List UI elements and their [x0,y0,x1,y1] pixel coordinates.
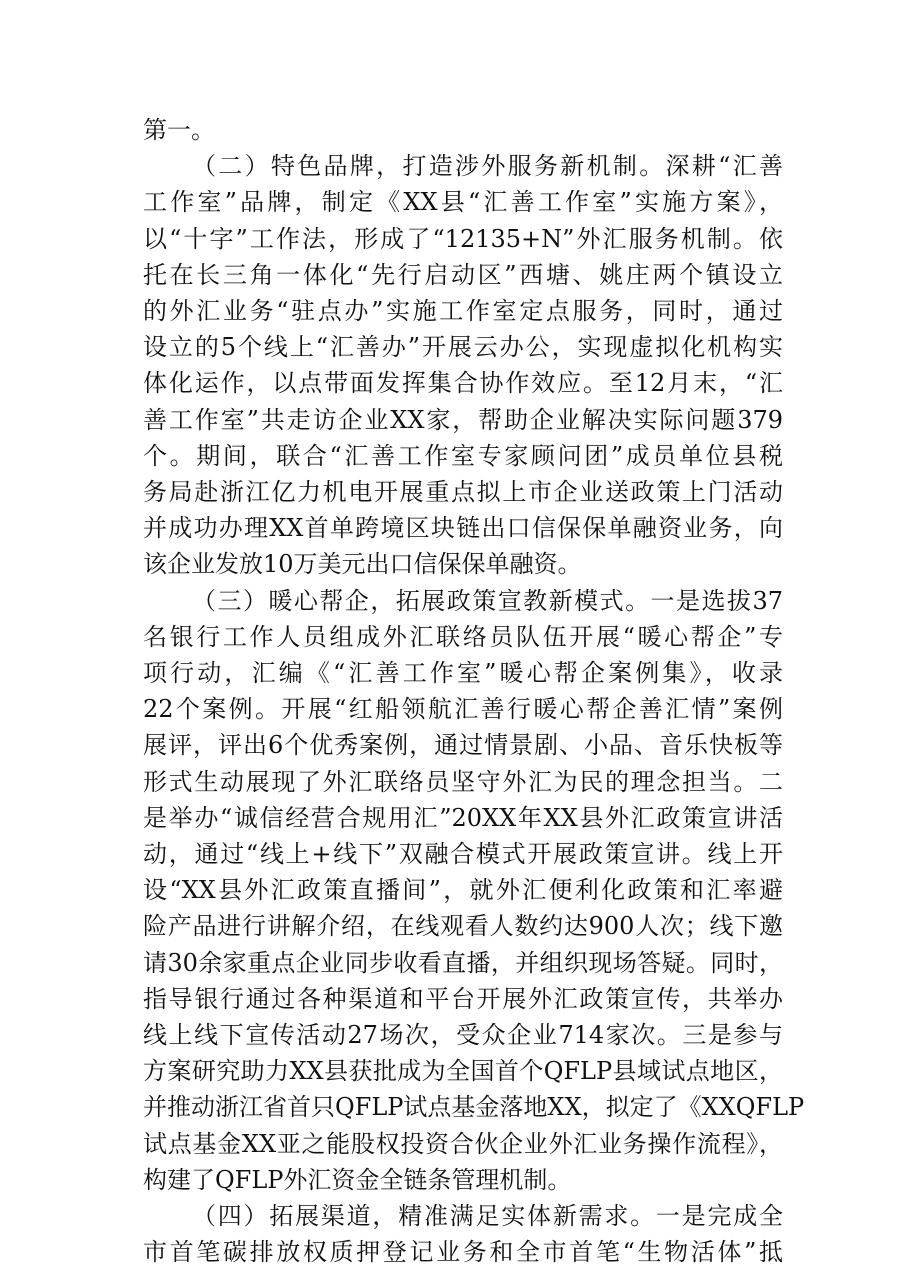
text-line: 名银行工作人员组成外汇联络员队伍开展“暖心帮企”专 [143,622,783,651]
text-line: 项行动，汇编《“汇善工作室”暖心帮企案例集》，收录 [143,659,783,687]
text-line: 险产品进行讲解介绍，在线观看人数约达900人次；线下邀 [143,912,783,941]
text-line: 设立的5个线上“汇善办”开展云办公，实现虚拟化机构实 [143,333,783,362]
text-line: 展评，评出6个优秀案例，通过情景剧、小品、音乐快板等 [143,731,783,760]
text-line: 市首笔碳排放权质押登记业务和全市首笔“生物活体”抵 [143,1238,783,1267]
text-line: 22个案例。开展“红船领航汇善行暖心帮企善汇情”案例 [143,695,783,724]
text-line: 工作室”品牌，制定《XX县“汇善工作室”实施方案》， [143,188,783,217]
text-line: 并推动浙江省首只QFLP试点基金落地XX，拟定了《XXQFLP [143,1093,805,1122]
text-line: 指导银行通过各种渠道和平台开展外汇政策宣传，共举办 [143,984,783,1013]
text-line: 动，通过“线上+线下”双融合模式开展政策宣讲。线上开 [143,840,783,868]
text-line: 形式生动展现了外汇联络员坚守外汇为民的理念担当。二 [143,767,783,796]
text-line: 第一。 [143,116,215,144]
text-line: （二）特色品牌，打造涉外服务新机制。深耕“汇善 [192,152,783,181]
text-line: 设“XX县外汇政策直播间”，就外汇便利化政策和汇率避 [143,876,783,905]
text-line: 善工作室”共走访企业XX家，帮助企业解决实际问题379 [143,405,783,434]
text-line: 方案研究助力XX县获批成为全国首个QFLP县域试点地区， [143,1057,783,1086]
text-line: 线上线下宣传活动27场次，受众企业714家次。三是参与 [143,1021,783,1049]
text-line: 构建了QFLP外汇资金全链条管理机制。 [143,1165,572,1194]
text-line: （三）暖心帮企，拓展政策宣教新模式。一是选拔37 [192,586,783,615]
text-line: 请30余家重点企业同步收看直播，并组织现场答疑。同时， [143,948,783,977]
text-line: 托在长三角一体化“先行启动区”西塘、姚庄两个镇设立 [143,260,783,289]
text-line: 体化运作，以点带面发挥集合协作效应。至12月末，“汇 [143,369,783,398]
text-line: 试点基金XX亚之能股权投资合伙企业外汇业务操作流程》， [143,1129,783,1158]
text-line: 的外汇业务“驻点办”实施工作室定点服务，同时，通过 [143,297,783,325]
text-line: 务局赴浙江亿力机电开展重点拟上市企业送政策上门活动 [143,478,783,506]
text-line: 是举办“诚信经营合规用汇”20XX年XX县外汇政策宣讲活 [143,803,783,832]
text-line: 以“十字”工作法，形成了“12135+N”外汇服务机制。依 [143,224,783,253]
text-line: （四）拓展渠道，精准满足实体新需求。一是完成全 [192,1202,783,1230]
text-line: 个。期间，联合“汇善工作室专家顾问团”成员单位县税 [143,441,783,470]
text-line: 并成功办理XX首单跨境区块链出口信保保单融资业务，向 [143,514,783,543]
text-line: 该企业发放10万美元出口信保保单融资。 [143,550,582,579]
